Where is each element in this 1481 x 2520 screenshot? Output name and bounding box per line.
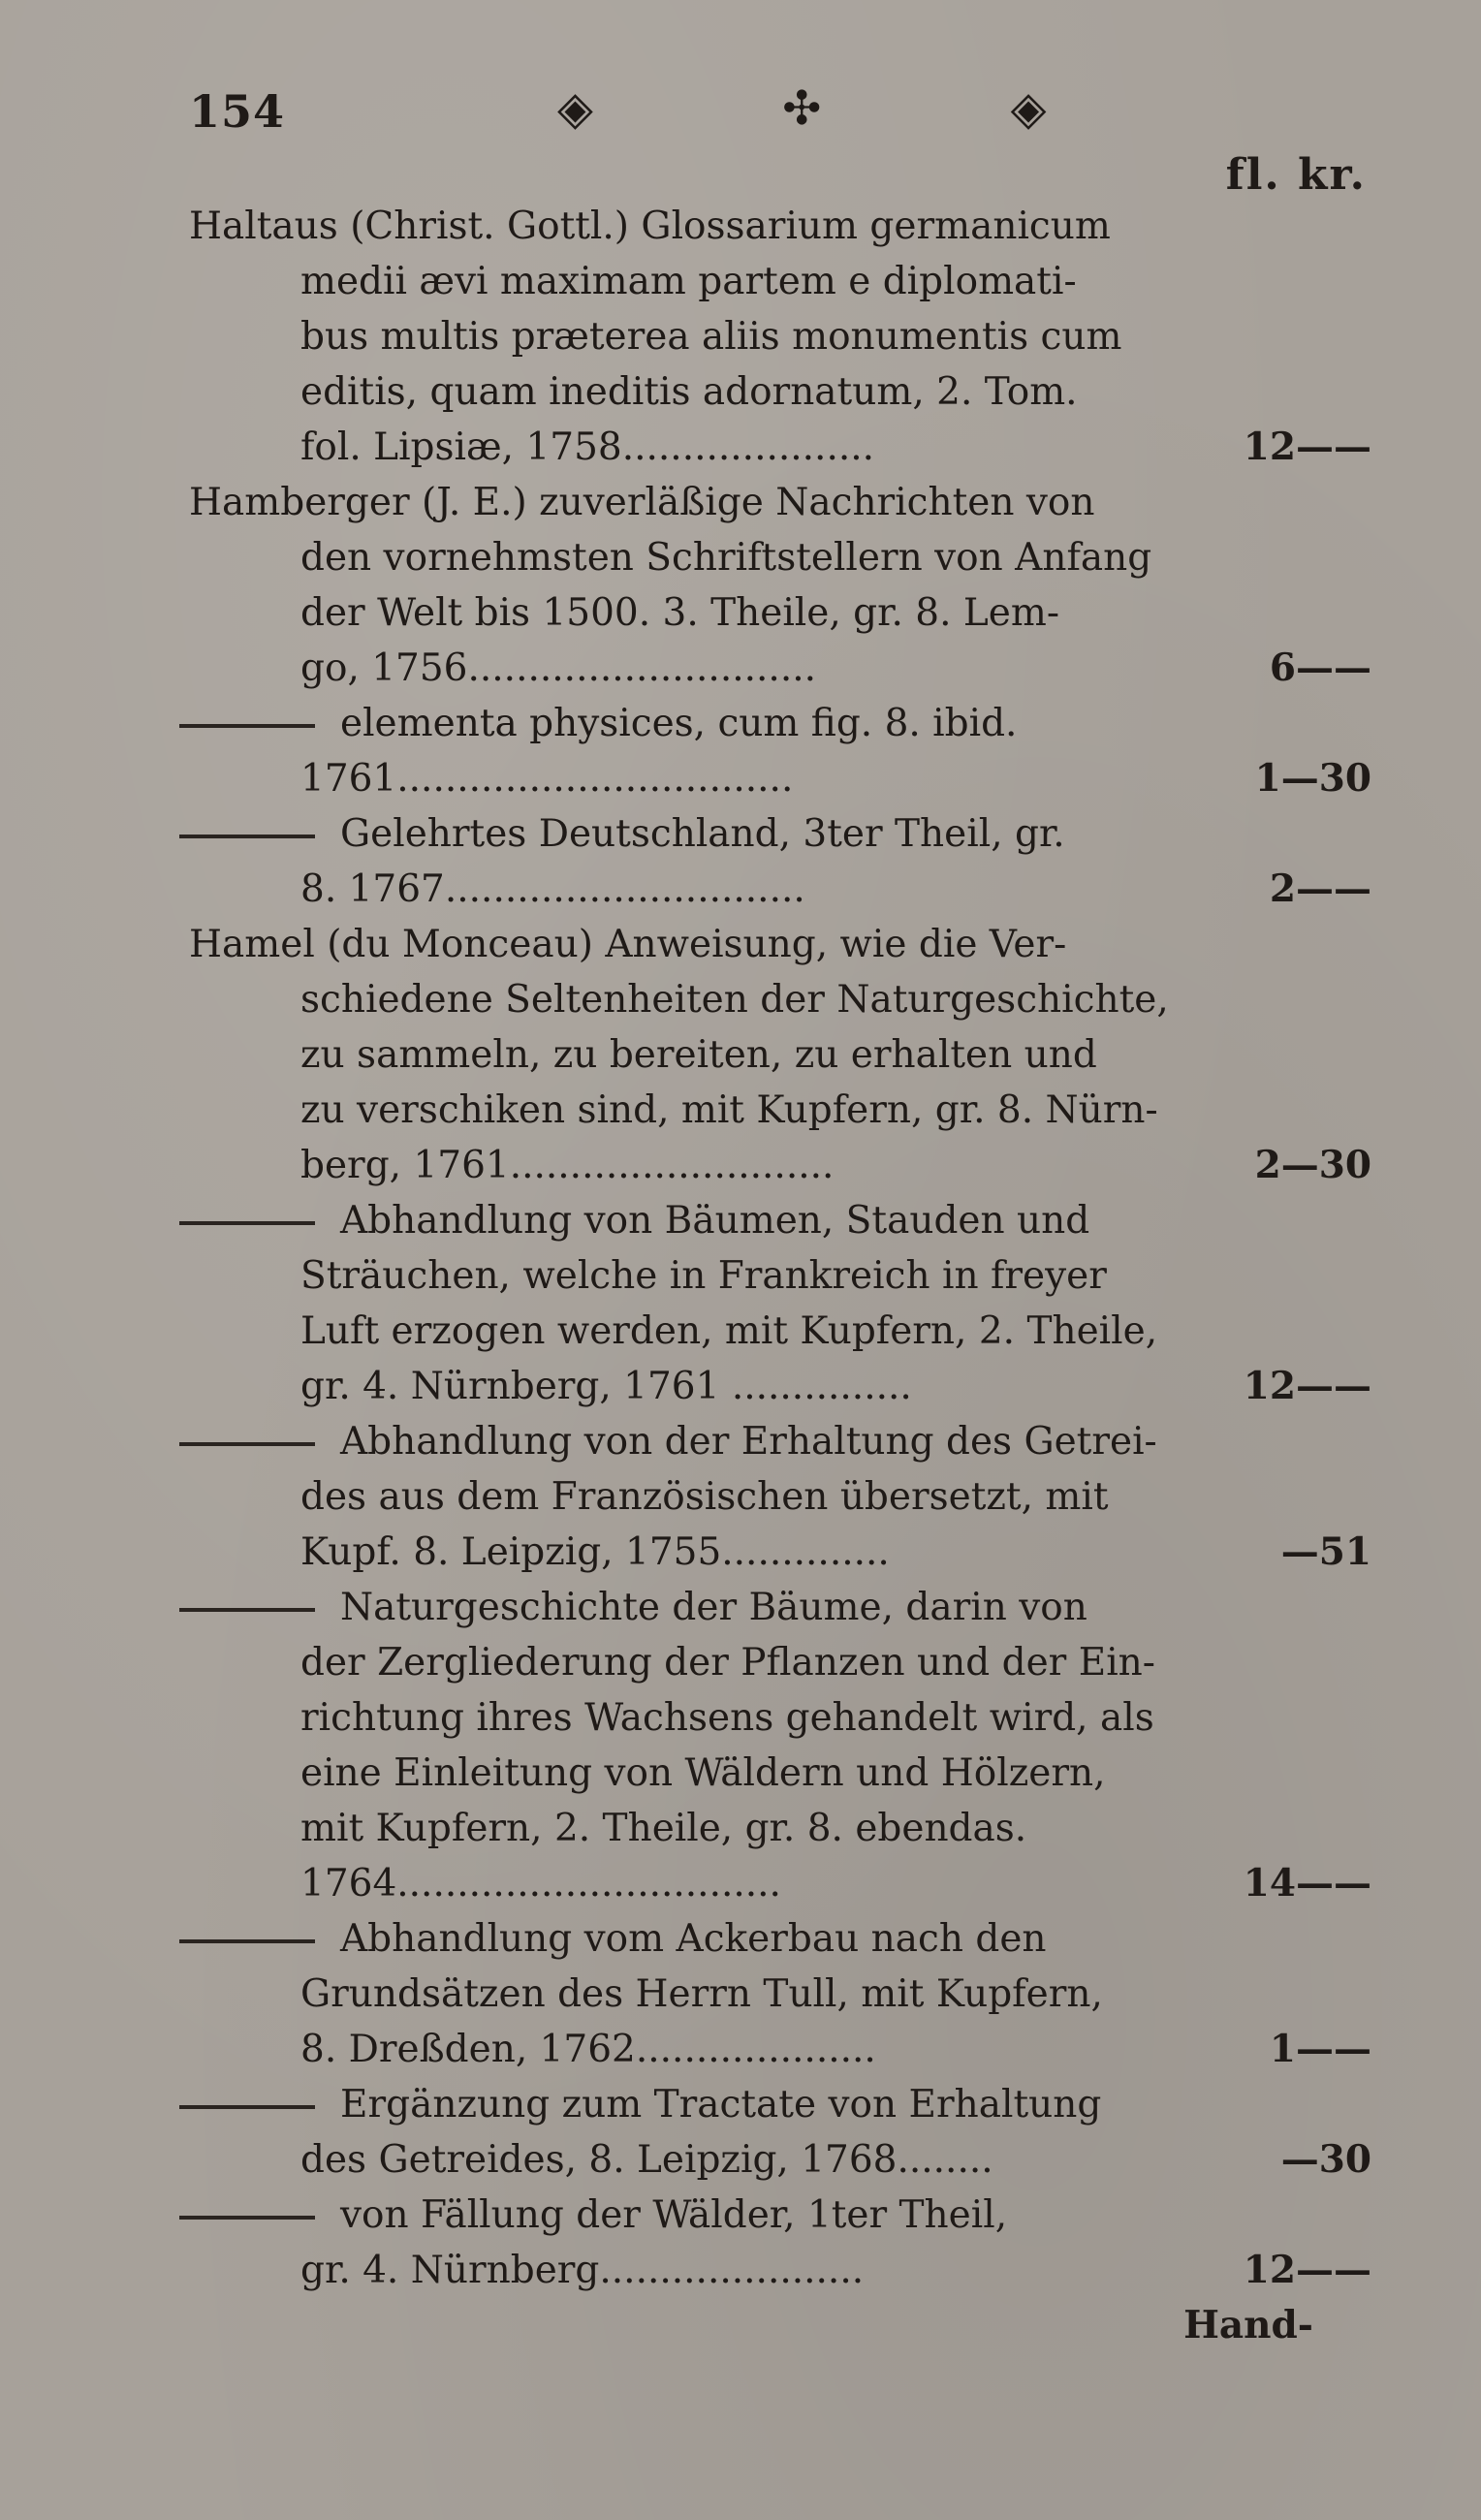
- ornament-icon: ◈ ✣ ◈: [557, 81, 1134, 136]
- ditto-dash: [179, 1608, 315, 1612]
- entry-line: des aus dem Französischen übersetzt, mit: [300, 1475, 1109, 1519]
- entry-line: zu verschiken sind, mit Kupfern, gr. 8. Nürn-: [300, 1088, 1158, 1132]
- ditto-dash: [179, 835, 315, 838]
- catalog-entry-elementa: [189, 696, 1371, 806]
- entry-line: der Welt bis 1500. 3. Theile, gr. 8. Lem-: [300, 591, 1060, 635]
- entry-line: der Zergliederung der Pflanzen und der Ein-: [300, 1641, 1155, 1685]
- catalog-entries: [189, 199, 1371, 2353]
- entry-line: bus multis præterea aliis monumentis cum: [300, 315, 1122, 359]
- price: 1——: [1269, 2027, 1371, 2071]
- price: 12——: [1243, 425, 1371, 469]
- catalog-entry-ergaenzung: [189, 2077, 1371, 2188]
- price: —30: [1280, 2137, 1371, 2182]
- entry-line: Abhandlung vom Ackerbau nach den: [340, 1917, 1047, 1961]
- entry-line: Haltaus (Christ. Gottl.) Glossarium germanicum: [189, 205, 1111, 248]
- entry-line: mit Kupfern, 2. Theile, gr. 8. ebendas.: [300, 1807, 1027, 1850]
- catalog-entry-ackerbau: [189, 1911, 1371, 2077]
- entry-line: Naturgeschichte der Bäume, darin von: [340, 1586, 1087, 1629]
- entry-line: von Fällung der Wälder, 1ter Theil,: [340, 2193, 1008, 2237]
- entry-line: eine Einleitung von Wäldern und Hölzern,: [300, 1751, 1106, 1795]
- catalog-entry-haltaus: [189, 199, 1371, 475]
- entry-line: fol. Lipsiæ, 1758.....................: [300, 425, 875, 469]
- entry-line: Ergänzung zum Tractate von Erhaltung: [340, 2083, 1102, 2126]
- page-header: [189, 81, 1236, 163]
- entry-line: elementa physices, cum fig. 8. ibid.: [340, 702, 1018, 745]
- price: 1—30: [1254, 756, 1371, 801]
- entry-line: Abhandlung von der Erhaltung des Getrei-: [340, 1420, 1157, 1464]
- price: —51: [1280, 1529, 1371, 1574]
- ditto-dash: [179, 1442, 315, 1446]
- entry-line: Hamel (du Monceau) Anweisung, wie die Ver-: [189, 923, 1067, 966]
- entry-line: den vornehmsten Schriftstellern von Anfang: [300, 536, 1152, 580]
- entry-line: gr. 4. Nürnberg, 1761 ...............: [300, 1365, 912, 1408]
- entry-line: Kupf. 8. Leipzig, 1755..............: [300, 1530, 890, 1574]
- ditto-dash: [179, 1939, 315, 1943]
- entry-line: Sträuchen, welche in Frankreich in freyer: [300, 1254, 1107, 1298]
- entry-line: 1761.................................: [300, 757, 794, 801]
- price: 12——: [1243, 1364, 1371, 1408]
- entry-line: gr. 4. Nürnberg......................: [300, 2249, 865, 2292]
- entry-line: zu sammeln, zu bereiten, zu erhalten und: [300, 1033, 1097, 1077]
- entry-line: editis, quam ineditis adornatum, 2. Tom.: [300, 370, 1078, 414]
- entry-line: schiedene Seltenheiten der Naturgeschichte,: [300, 978, 1169, 1022]
- page-number: 154: [189, 85, 286, 138]
- entry-line: Hamberger (J. E.) zuverläßige Nachrichten von: [189, 481, 1095, 524]
- price: 12——: [1243, 2248, 1371, 2292]
- entry-line: 1764................................: [300, 1862, 781, 1906]
- entry-line: Abhandlung von Bäumen, Stauden und: [340, 1199, 1090, 1243]
- entry-line: 8. 1767..............................: [300, 867, 805, 911]
- catalog-entry-hamel: [189, 917, 1371, 1193]
- entry-line: des Getreides, 8. Leipzig, 1768........: [300, 2138, 993, 2182]
- ditto-dash: [179, 2216, 315, 2220]
- entry-line: Luft erzogen werden, mit Kupfern, 2. Theile,: [300, 1309, 1158, 1353]
- entry-line: go, 1756.............................: [300, 646, 817, 690]
- price: 2——: [1269, 866, 1371, 911]
- catalog-entry-faellung: [189, 2188, 1371, 2298]
- ditto-dash: [179, 1221, 315, 1225]
- entry-line: medii ævi maximam partem e diplomati-: [300, 260, 1077, 303]
- catalog-entry-baeumen: [189, 1193, 1371, 1414]
- entry-line: Grundsätzen des Herrn Tull, mit Kupfern,: [300, 1972, 1103, 2016]
- price: 6——: [1269, 646, 1371, 690]
- entry-line: 8. Dreßden, 1762....................: [300, 2028, 876, 2071]
- ditto-dash: [179, 724, 315, 728]
- catchword: Hand-: [1183, 2303, 1313, 2347]
- currency-label: fl. kr.: [1225, 150, 1367, 200]
- entry-line: richtung ihres Wachsens gehandelt wird, als: [300, 1696, 1154, 1740]
- catalog-entry-gelehrtes: [189, 806, 1371, 917]
- price: 2—30: [1254, 1143, 1371, 1187]
- ditto-dash: [179, 2105, 315, 2109]
- entry-line: berg, 1761...........................: [300, 1144, 835, 1187]
- catalog-entry-naturgeschichte: [189, 1580, 1371, 1911]
- catalog-entry-hamberger: [189, 475, 1371, 696]
- price: 14——: [1243, 1861, 1371, 1906]
- catalog-entry-getreide: [189, 1414, 1371, 1580]
- entry-line: Gelehrtes Deutschland, 3ter Theil, gr.: [340, 812, 1065, 856]
